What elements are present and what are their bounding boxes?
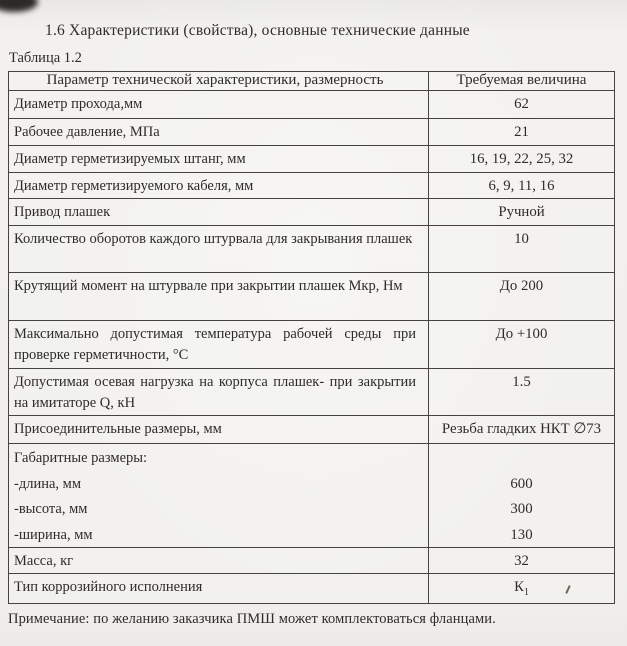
value-cell: 21 (514, 124, 529, 140)
value-line: 130 (510, 526, 533, 543)
param-line: -высота, мм (14, 501, 88, 517)
param-header-cell: Параметр технической характеристики, размерность (9, 72, 429, 90)
value-cell (429, 574, 614, 603)
value-cell: 32 (514, 553, 529, 569)
spec-table (8, 71, 615, 604)
table-row-dimensions (9, 444, 614, 548)
param-cell: Тип коррозийного исполнения (9, 574, 429, 603)
table-row (9, 321, 614, 369)
value-line (433, 446, 610, 472)
value-line: 300 (510, 501, 533, 517)
value-cell: Резьба гладких НКТ ∅73 (441, 421, 602, 437)
param-line: -длина, мм (14, 475, 81, 492)
value-cell: До 200 (499, 278, 544, 294)
table-row (9, 226, 614, 273)
param-line: Габаритные размеры: (14, 450, 148, 466)
param-cell: Крутящий момент на штурвале при закрытии плашек Мкр, Нм (9, 273, 429, 320)
value-cell (429, 444, 614, 547)
value-cell: 1.5 (512, 374, 531, 390)
table-row (9, 119, 614, 146)
value-subscript: 1 (523, 586, 529, 598)
value-cell: Ручной (498, 204, 545, 220)
footnote: Примечание: по желанию заказчика ПМШ может комплектоваться фланцами. (8, 611, 496, 627)
value-cell: 62 (514, 96, 529, 112)
param-cell: Максимально допустимая температура рабочей среды при проверке герметичности, °С (9, 321, 429, 368)
table-row (9, 91, 614, 119)
table-row (9, 369, 614, 416)
value-cell: 16, 19, 22, 25, 32 (469, 151, 574, 167)
table-row (9, 574, 614, 603)
value-header-cell: Требуемая величина (456, 72, 587, 88)
table-header-row (9, 72, 614, 91)
table-caption: Таблица 1.2 (9, 50, 82, 66)
param-cell: Допустимая осевая нагрузка на корпуса плашек- при закрытии на имитаторе Q, кН (9, 369, 429, 415)
param-cell: Диаметр герметизируемого кабеля, мм (9, 173, 429, 198)
section-heading: 1.6 Характеристики (свойства), основные технические данные (45, 22, 470, 39)
value-text: К (514, 579, 524, 595)
param-cell: Присоединительные размеры, мм (9, 416, 429, 443)
table-row (9, 199, 614, 226)
param-cell: Рабочее давление, МПа (9, 119, 429, 145)
param-cell: Диаметр прохода,мм (9, 91, 429, 118)
table-row (9, 146, 614, 173)
table-row (9, 273, 614, 321)
value-cell: До +100 (495, 326, 548, 342)
table-row (9, 173, 614, 199)
scan-ink-blob (0, 0, 38, 12)
param-cell: Количество оборотов каждого штурвала для закрывания плашек (9, 226, 429, 272)
value-cell: 10 (514, 231, 529, 247)
param-cell: Диаметр герметизируемых штанг, мм (9, 146, 429, 172)
param-cell: Привод плашек (9, 199, 429, 225)
table-row (9, 416, 614, 444)
table-row (9, 548, 614, 574)
param-cell: Масса, кг (9, 548, 429, 573)
value-cell: 6, 9, 11, 16 (488, 178, 555, 194)
value-line: 600 (510, 475, 533, 492)
param-cell (9, 444, 429, 547)
param-line: -ширина, мм (14, 526, 93, 543)
